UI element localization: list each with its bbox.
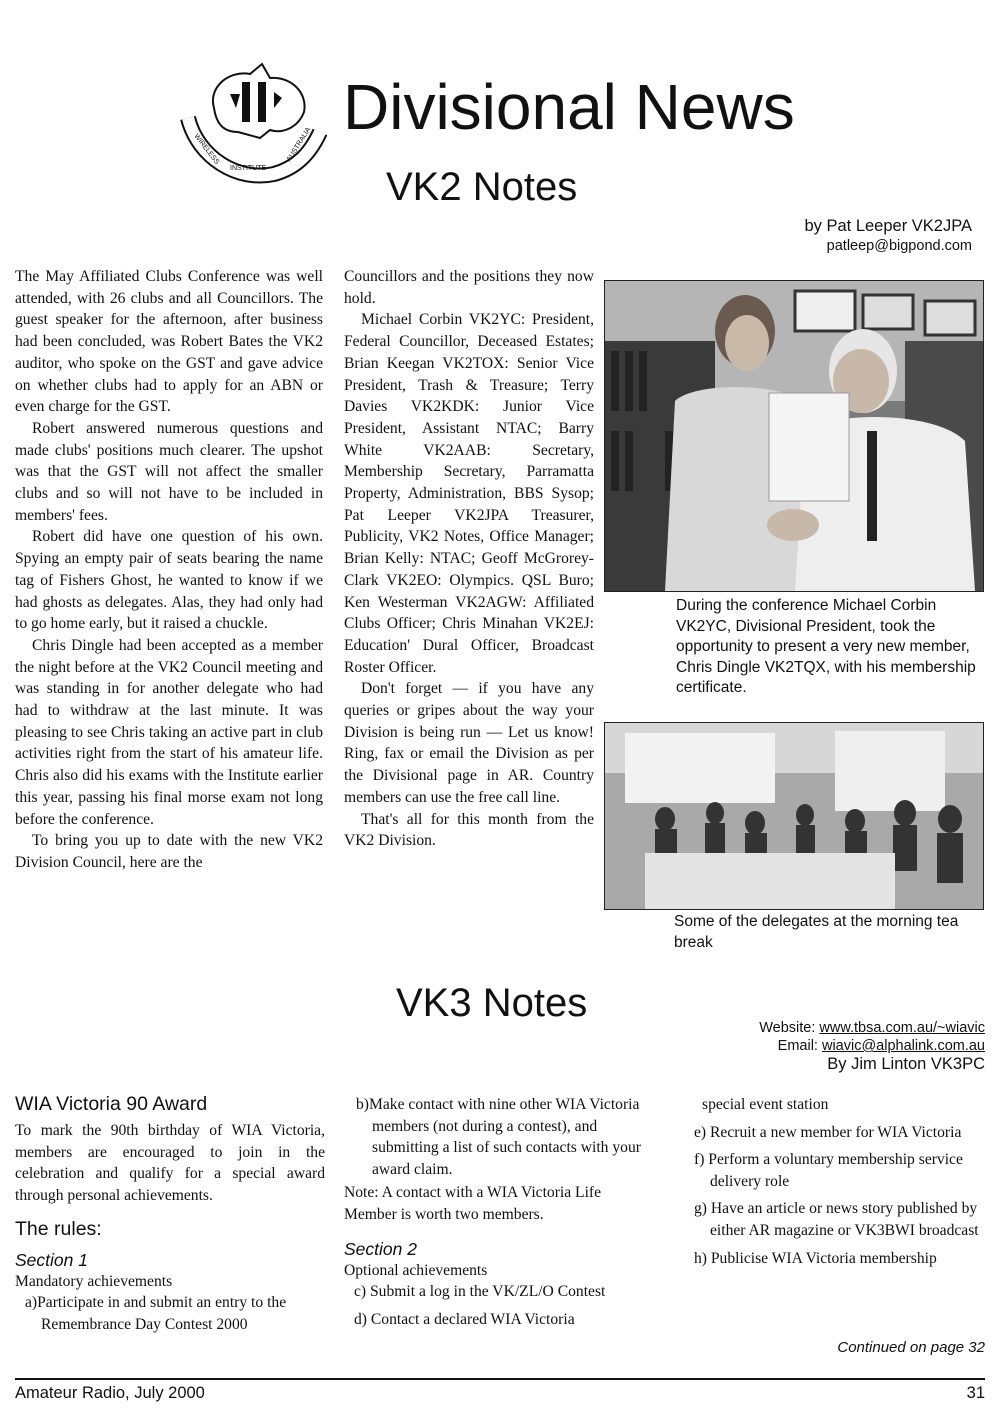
- svg-text:INSTITUTE: INSTITUTE: [230, 165, 267, 172]
- vk2-paragraph: That's all for this month from the VK2 Division.: [344, 810, 594, 850]
- vk3-column-3: [684, 1094, 984, 1269]
- page-title: Divisional News: [343, 71, 795, 143]
- section-2-heading: Section 2: [344, 1238, 417, 1259]
- website-label: Website:: [759, 1020, 816, 1036]
- conference-photo: [604, 280, 984, 592]
- vk2-paragraph: Chris Dingle had been accepted as a member the night before at the VK2 Council meeting and was standing in for another delegate who had had to withdraw at the last minute. It was pleasing to see Chris taking an active part in club activities right from the start of his amateur life. Chris also did his exams with the Institute earlier this year, passing his final morse exam not long before the conference.: [15, 636, 323, 828]
- vk3-byline: By Jim Linton VK3PC: [827, 1055, 985, 1073]
- rule-item: g) Have an article or news story published by either AR magazine or VK3BWI broadcast: [694, 1200, 979, 1239]
- vk2-column-2: [344, 266, 594, 852]
- section-1-heading: Section 1: [15, 1249, 88, 1270]
- rule-item: d) Contact a declared WIA Victoria: [354, 1310, 575, 1328]
- rule-item: f) Perform a voluntary membership service delivery role: [694, 1151, 963, 1190]
- vk2-paragraph: Robert answered numerous questions and made clubs' positions much clearer. The upshot was that the GST will not affect the smaller clubs and so will not have to be included in members' fees.: [15, 419, 323, 524]
- delegates-photo: [604, 722, 984, 910]
- website-link[interactable]: www.tbsa.com.au/~wiavic: [819, 1020, 985, 1036]
- rule-item: b)Make contact with nine other WIA Victoria members (not during a contest), and submitting a list of such contacts with your award claim.: [356, 1096, 641, 1178]
- page-number: 31: [966, 1384, 985, 1402]
- email-link[interactable]: wiavic@alphalink.com.au: [821, 1038, 985, 1054]
- vk3-website-line: [759, 1019, 985, 1037]
- photo-caption-2: Some of the delegates at the morning tea break: [674, 913, 959, 951]
- vk2-section-title: VK2 Notes: [386, 165, 578, 209]
- vk2-paragraph: The May Affiliated Clubs Conference was well attended, with 26 clubs and all Councillors. The guest speaker for the afternoon, after business had been concluded, was Robert Bates the VK2 auditor, who spoke on the GST and gave advice on whether clubs had to apply for an ABN or even charge for the GST.: [15, 268, 323, 416]
- rule-item: h) Publicise WIA Victoria membership: [694, 1249, 937, 1267]
- vk2-paragraph: Councillors and the positions they now hold.: [344, 268, 594, 307]
- wia-logo: [178, 58, 328, 188]
- vk3-section-title: VK3 Notes: [396, 981, 588, 1025]
- rules-list-1: [15, 1271, 325, 1336]
- vk2-paragraph: To bring you up to date with the new VK2 Division Council, here are the: [15, 832, 323, 871]
- photo-caption-1: During the conference Michael Corbin VK2YC, Divisional President, took the opportunity to present a very new member, Chris Dingle VK2TQX, with his membership certificate.: [676, 597, 976, 697]
- vk2-paragraph: Don't forget — if you have any queries or gripes about the way your Division is being run — Let us know! Ring, fax or email the Division as per the Divisional page in AR. Country members can use the free call line.: [344, 680, 594, 806]
- rule-item: e) Recruit a new member for WIA Victoria: [694, 1123, 962, 1141]
- mandatory-label: Mandatory achievements: [15, 1272, 173, 1290]
- svg-text:AUSTRALIA: AUSTRALIA: [285, 126, 313, 164]
- vk2-byline: by Pat Leeper VK2JPA: [804, 217, 972, 235]
- footer-rule: [15, 1378, 985, 1380]
- rule-note: Note: A contact with a WIA Victoria Life Member is worth two members.: [344, 1184, 602, 1223]
- award-heading: WIA Victoria 90 Award: [15, 1093, 208, 1115]
- vk3-column-2: [344, 1094, 656, 1330]
- vk2-email: patleep@bigpond.com: [826, 238, 972, 254]
- footer-magazine: Amateur Radio, July 2000: [15, 1384, 205, 1402]
- optional-label: Optional achievements: [344, 1261, 488, 1279]
- vk2-column-1: [15, 266, 323, 874]
- email-label: Email:: [777, 1038, 818, 1054]
- rule-item-continued: special event station: [702, 1096, 829, 1113]
- rule-item: a)Participate in and submit an entry to the Remembrance Day Contest 2000: [25, 1294, 287, 1333]
- vk2-paragraph: Michael Corbin VK2YC: President, Federal Councillor, Deceased Estates; Brian Keegan VK2TOX: Senior Vice President, Trash & Treasure; Terry Davies VK2KDK: Junior Vice President, Assistant NTAC; Barry White VK2AAB: Secretary, Membership Secretary, Parramatta Property, Administration, BBS Sysop; Pat Leeper VK2JPA Treasurer, Publicity, VK2 Notes, Office Manager; Brian Kelly: NTAC; Geoff McGrorey-Clark VK2EO: Olympics. QSL Buro; Ken Westerman VK2AGW: Affiliated Clubs Officer; Chris Minahan VK2EJ: Education' Dural Officer, Broadcast Roster Officer.: [344, 311, 594, 676]
- vk2-paragraph: Robert did have one question of his own. Spying an empty pair of seats bearing the name tag of Fishers Ghost, he wanted to know if we had ghosts as delegates. Alas, they had only had to go home early, but it raised a chuckle.: [15, 528, 323, 633]
- award-intro: To mark the 90th birthday of WIA Victoria, members are encouraged to join in the celebration and qualify for a special award through personal achievements.: [15, 1122, 325, 1205]
- continued-note: Continued on page 32: [837, 1339, 985, 1356]
- vk3-email-line: [778, 1037, 985, 1055]
- rules-heading: The rules:: [15, 1217, 102, 1240]
- vk3-column-1: [15, 1092, 325, 1336]
- svg-text:WIRELESS: WIRELESS: [192, 132, 221, 166]
- rule-item: c) Submit a log in the VK/ZL/O Contest: [354, 1283, 606, 1301]
